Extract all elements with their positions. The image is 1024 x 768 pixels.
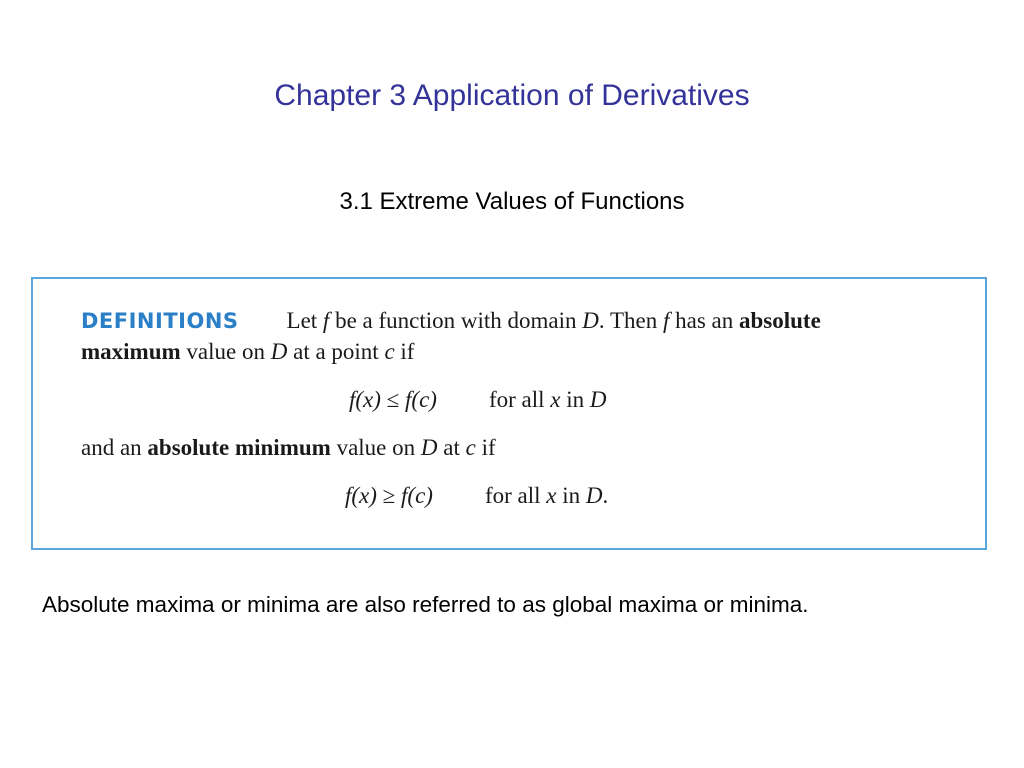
formula-operator: ≥	[382, 483, 396, 508]
slide-subtitle: 3.1 Extreme Values of Functions	[339, 188, 685, 215]
symbol-c: c	[465, 435, 476, 460]
text-if: if	[481, 435, 496, 460]
definition-box	[31, 277, 987, 550]
formula-rhs: f(c)	[401, 483, 433, 508]
symbol-c: c	[384, 339, 395, 364]
symbol-D: D	[589, 387, 607, 412]
text-at: at	[443, 435, 460, 460]
slide-title: Chapter 3 Application of Derivatives	[274, 79, 750, 112]
text-if: if	[400, 339, 415, 364]
text-in: in	[562, 483, 581, 508]
formula-min	[345, 481, 608, 511]
formula-operator: ≤	[386, 387, 400, 412]
text-value-on: value on	[186, 339, 265, 364]
definition-heading: DEFINITIONS	[81, 309, 239, 333]
formula-max	[349, 385, 607, 415]
text-then: . Then	[598, 308, 658, 333]
symbol-D: D	[420, 435, 438, 460]
symbol-f: f	[322, 308, 330, 333]
definition-line-1	[81, 306, 821, 336]
text-value-on: value on	[336, 435, 416, 460]
text-at-a-point: at a point	[293, 339, 379, 364]
formula-lhs: f(x)	[349, 387, 381, 412]
text-in: in	[566, 387, 585, 412]
formula-period: .	[602, 483, 609, 508]
text-be-function: be a function with domain	[335, 308, 577, 333]
definition-line-3	[81, 433, 496, 463]
term-absolute-minimum: absolute minimum	[147, 435, 331, 460]
term-absolute: absolute	[739, 308, 821, 333]
symbol-x: x	[550, 387, 561, 412]
text-for-all: for all	[484, 483, 541, 508]
symbol-f: f	[662, 308, 670, 333]
formula-lhs: f(x)	[345, 483, 377, 508]
definition-line-2	[81, 337, 414, 367]
formula-rhs: f(c)	[405, 387, 437, 412]
term-maximum: maximum	[81, 339, 181, 364]
symbol-x: x	[546, 483, 557, 508]
text-and-an: and an	[81, 435, 142, 460]
text-let: Let	[286, 308, 318, 333]
text-has-an: has an	[675, 308, 734, 333]
symbol-D: D	[582, 308, 599, 333]
symbol-D: D	[585, 483, 603, 508]
text-for-all: for all	[488, 387, 545, 412]
note-text: Absolute maxima or minima are also referred to as global maxima or minima.	[42, 592, 809, 617]
symbol-D: D	[270, 339, 288, 364]
